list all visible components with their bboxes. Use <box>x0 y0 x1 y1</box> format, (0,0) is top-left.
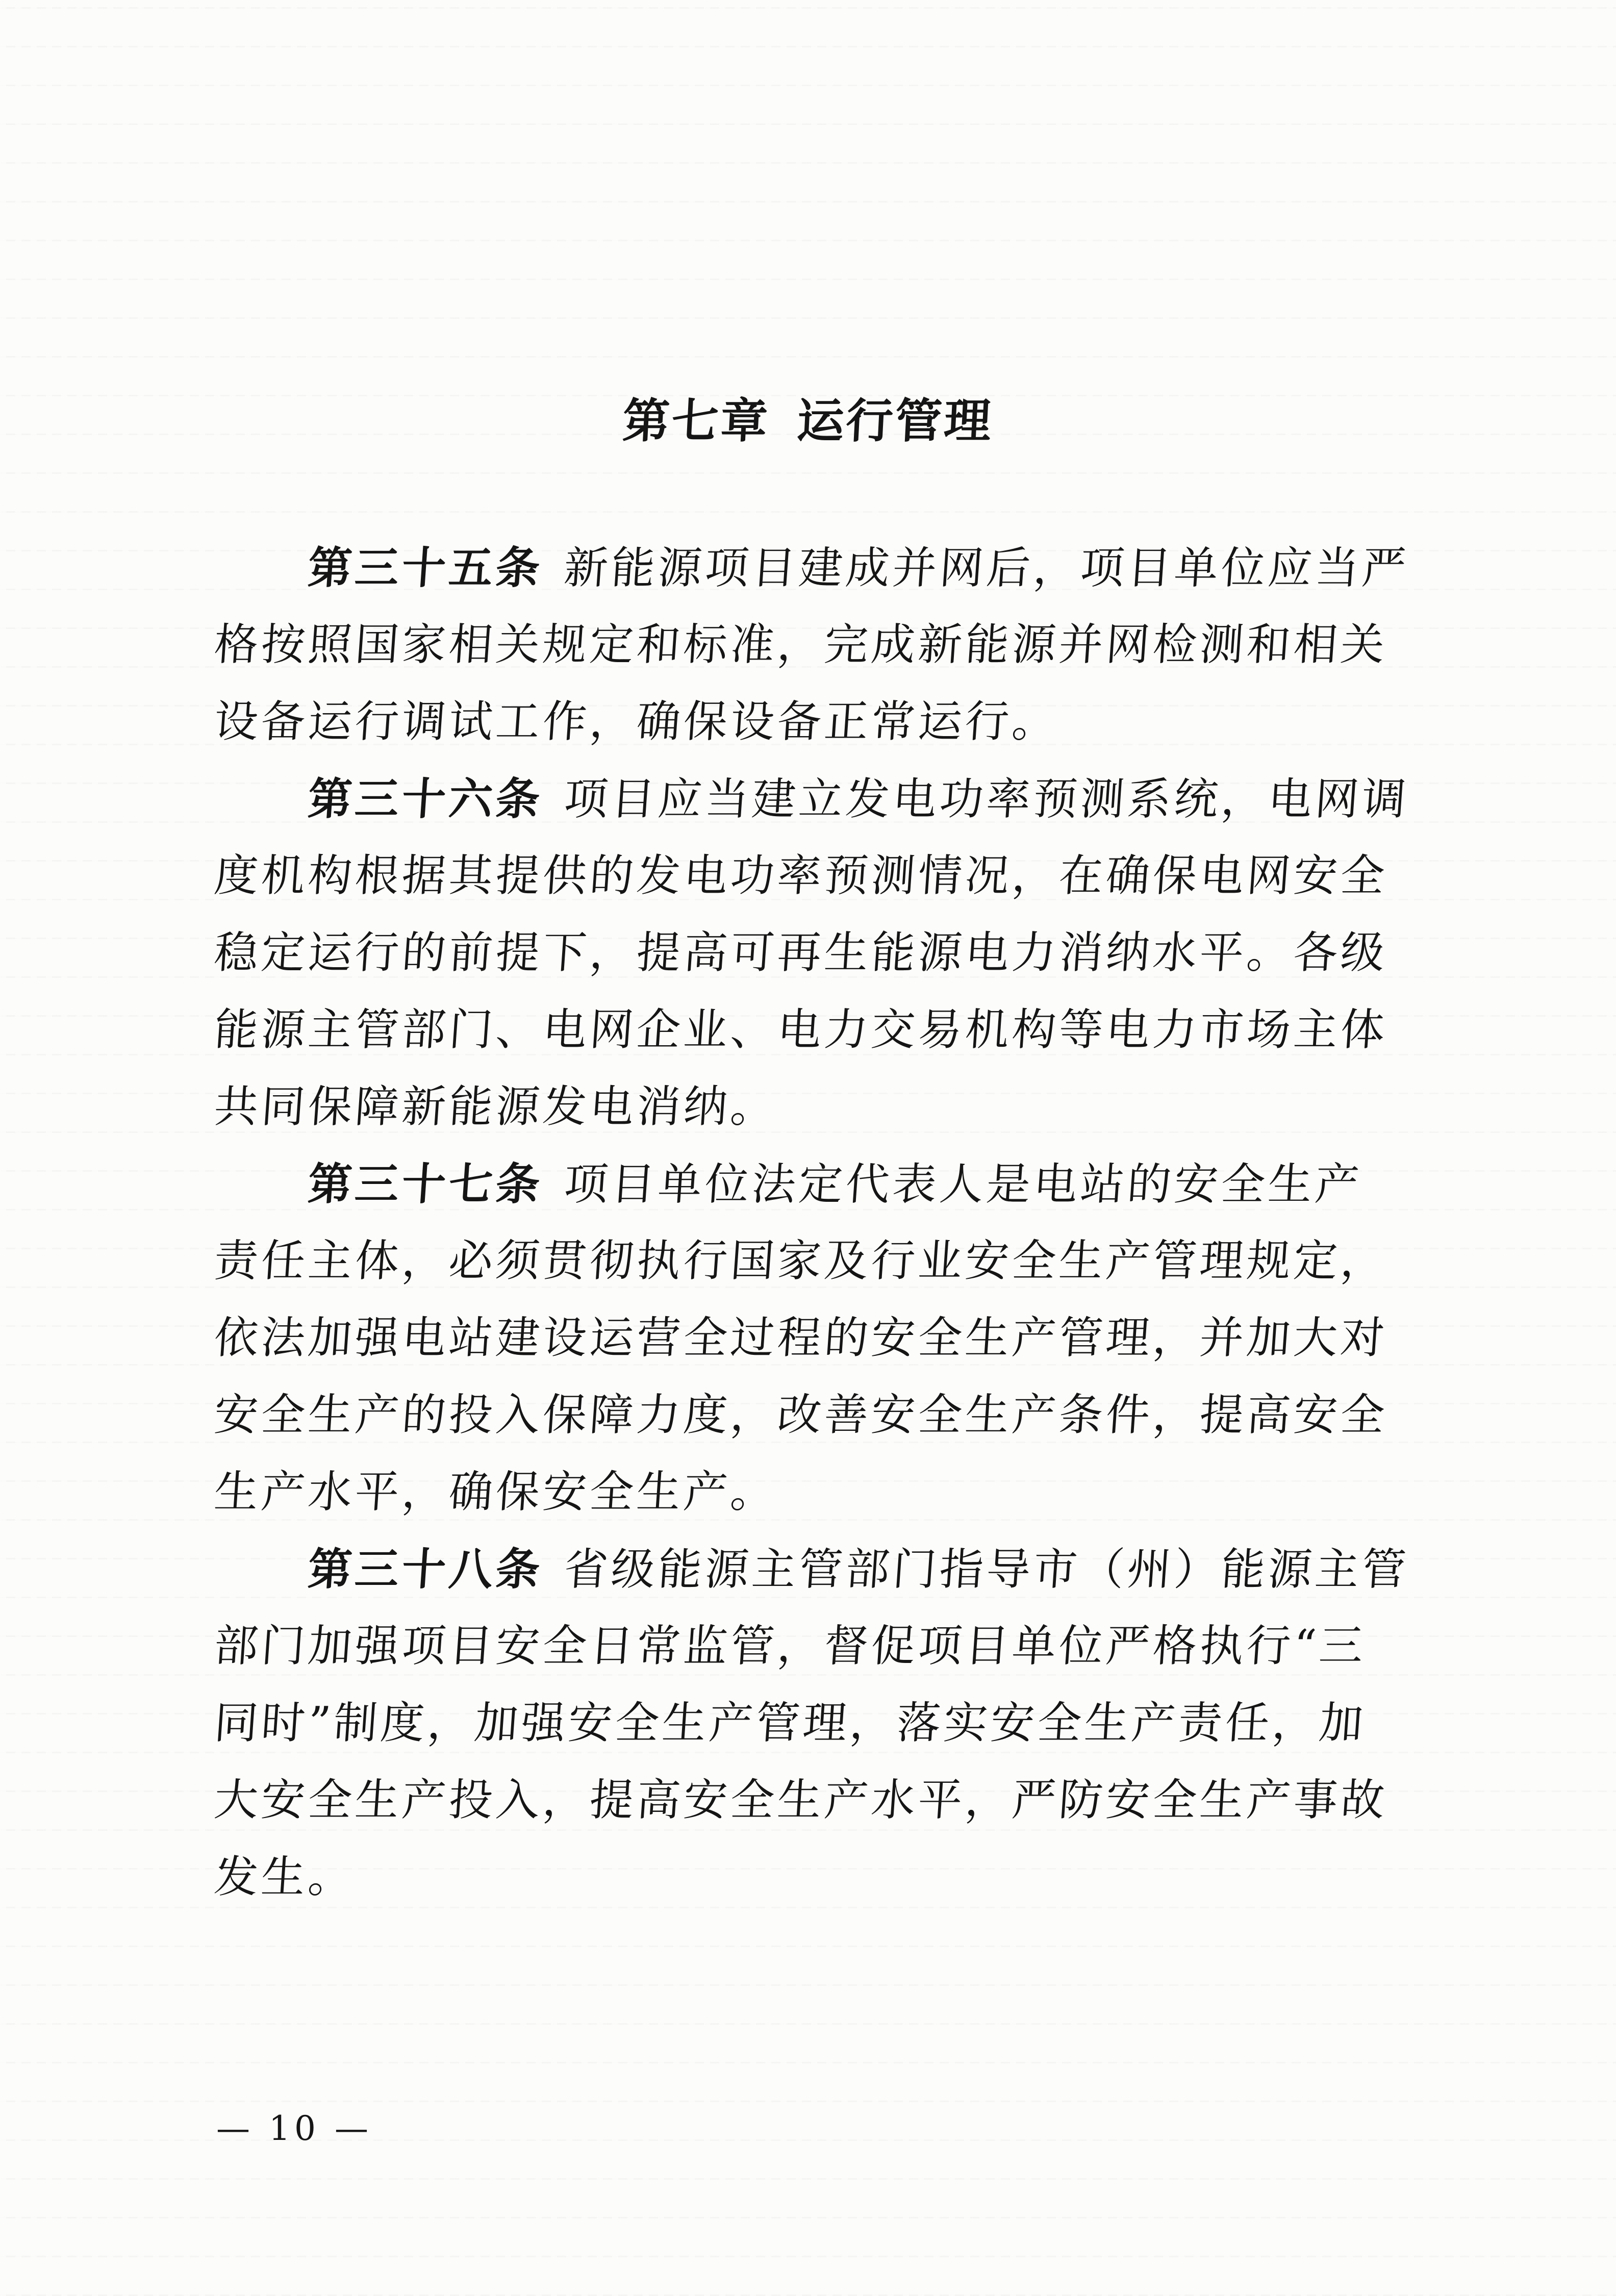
article-number: 第三十六条 <box>306 773 545 825</box>
article-line: 稳定运行的前提下，提高可再生能源电力消纳水平。各级 <box>212 927 1390 978</box>
article-text: 项目应当建立发电功率预测系统，电网调 <box>562 774 1411 825</box>
article-35 <box>212 529 1411 761</box>
article-line: 部门加强项目安全日常监管，督促项目单位严格执行“三 <box>212 1621 1368 1672</box>
article-text: 省级能源主管部门指导市（州）能源主管 <box>562 1544 1411 1595</box>
document-body <box>212 529 1411 1916</box>
article-first-line <box>212 1531 1411 1608</box>
article-number: 第三十七条 <box>306 1158 545 1210</box>
article-text: 新能源项目建成并网后，项目单位应当严 <box>562 543 1411 594</box>
chapter-title: 第七章 运行管理 <box>621 393 995 448</box>
article-37 <box>214 1146 1403 1531</box>
article-first-line <box>212 1146 1406 1223</box>
article-line: 发生。 <box>212 1852 357 1903</box>
article-36 <box>212 761 1411 1146</box>
article-first-line <box>212 761 1411 838</box>
page-number: — 10 — <box>216 2109 372 2148</box>
article-line: 能源主管部门、电网企业、电力交易机构等电力市场主体 <box>212 1004 1390 1055</box>
article-number: 第三十八条 <box>306 1544 545 1595</box>
article-number: 第三十五条 <box>306 542 545 594</box>
article-line: 生产水平，确保安全生产。 <box>212 1467 779 1518</box>
article-line: 共同保障新能源发电消纳。 <box>212 1081 779 1132</box>
article-first-line <box>212 529 1411 607</box>
article-line: 依法加强电站建设运营全过程的安全生产管理，并加大对 <box>212 1313 1390 1364</box>
article-line: 大安全生产投入，提高安全生产水平，严防安全生产事故 <box>212 1775 1390 1826</box>
article-text: 项目单位法定代表人是电站的安全生产 <box>562 1159 1364 1210</box>
article-line: 安全生产的投入保障力度，改善安全生产条件，提高安全 <box>212 1390 1390 1441</box>
article-line: 责任主体，必须贯彻执行国家及行业安全生产管理规定， <box>212 1235 1390 1286</box>
article-line: 格按照国家相关规定和标准，完成新能源并网检测和相关 <box>212 619 1390 670</box>
article-line: 度机构根据其提供的发电功率预测情况，在确保电网安全 <box>212 850 1390 901</box>
article-line: 同时”制度，加强安全生产管理，落实安全生产责任，加 <box>212 1698 1368 1749</box>
article-38 <box>212 1531 1411 1916</box>
article-line: 设备运行调试工作，确保设备正常运行。 <box>212 696 1061 747</box>
